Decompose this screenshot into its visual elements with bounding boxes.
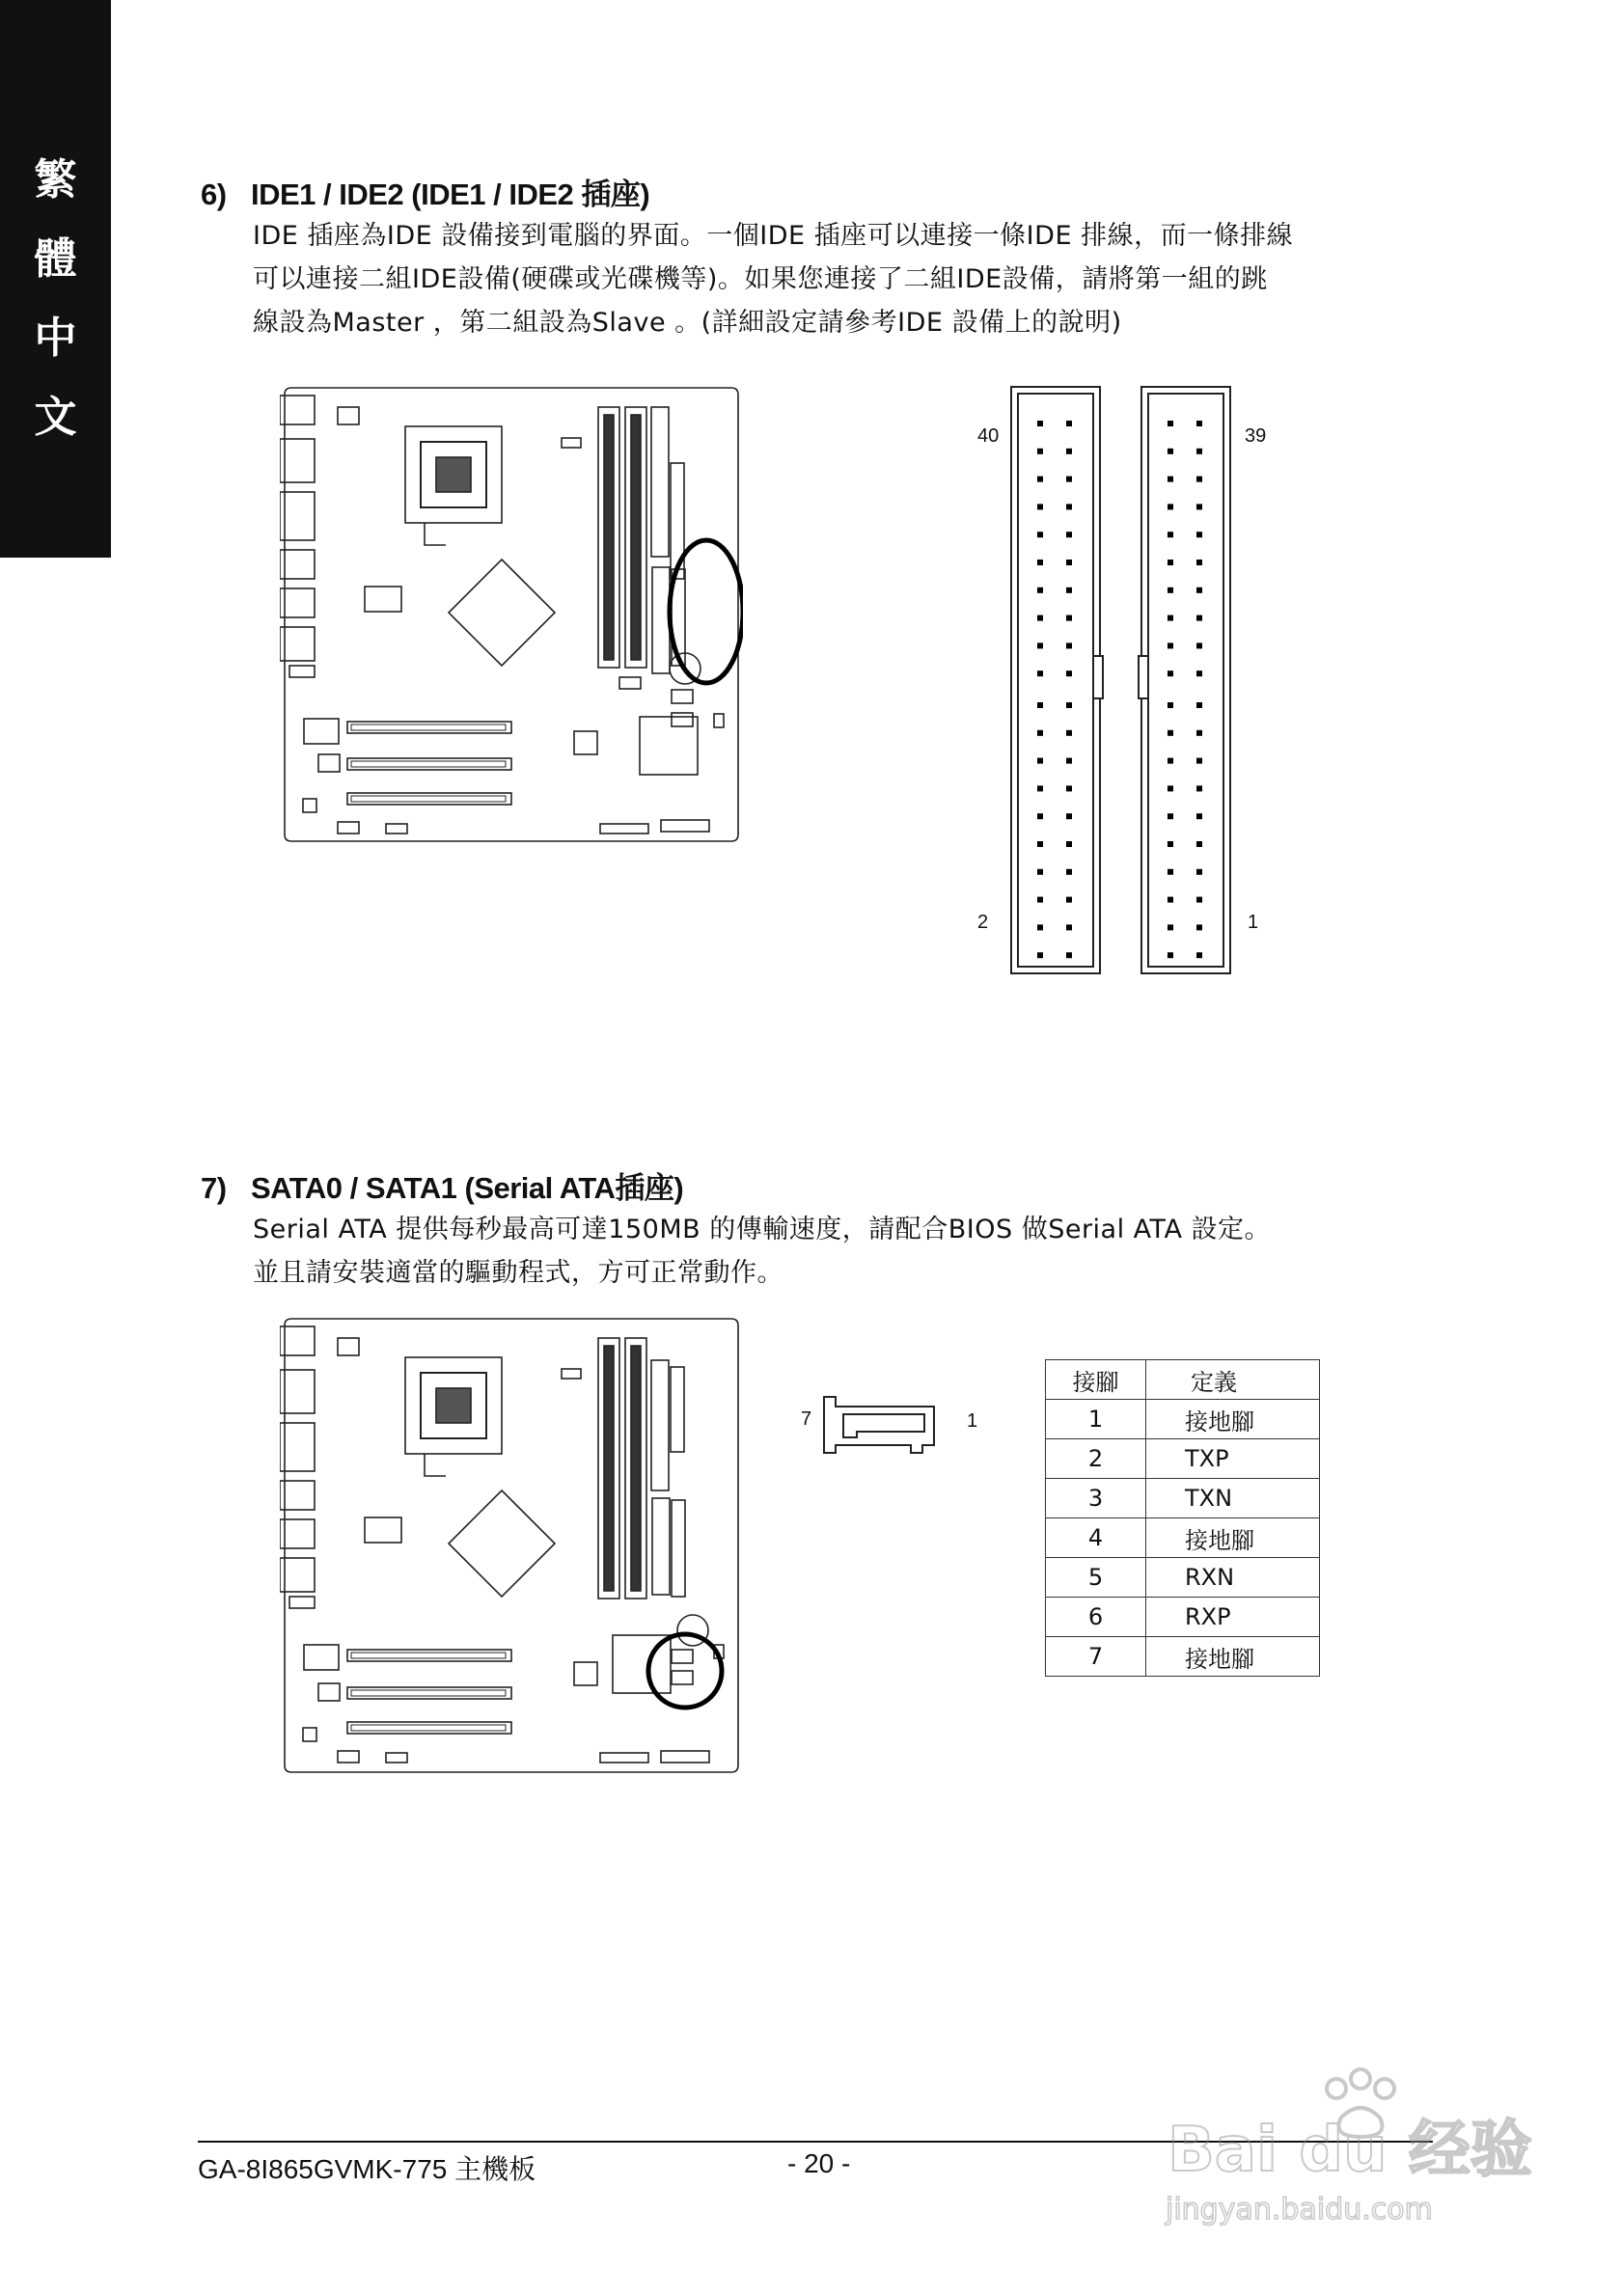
section-title: SATA0 / SATA1 (Serial ATA插座) (251, 1171, 684, 1205)
ide-pin (1037, 642, 1043, 648)
ide-pin (1066, 924, 1072, 930)
body-line: Serial ATA 提供每秒最高可達150MB 的傳輸速度，請配合BIOS 做Serial ATA 設定。 (253, 1215, 1272, 1244)
ide-pin (1066, 841, 1072, 847)
section-body-ide (253, 214, 1449, 344)
ide-pin (1037, 532, 1043, 537)
ide-pin (1196, 952, 1202, 958)
ide-pin (1196, 532, 1202, 537)
ide-pin (1168, 785, 1173, 791)
ide-pin (1168, 615, 1173, 621)
pin-label-39: 39 (1245, 425, 1267, 447)
ide-pin (1037, 952, 1043, 958)
ide-pin (1168, 702, 1173, 708)
column-header-pin: 接腳 (1046, 1360, 1146, 1400)
ide-pin (1168, 588, 1173, 593)
ide-pin (1066, 449, 1072, 454)
ide-pin (1037, 588, 1043, 593)
ide-pin (1196, 588, 1202, 593)
ide-pin (1037, 504, 1043, 509)
ide-pin (1196, 897, 1202, 903)
ide-pin (1037, 670, 1043, 676)
ide-pin (1066, 642, 1072, 648)
page-number: - 20 - (787, 2148, 851, 2178)
ide-pin (1168, 924, 1173, 930)
ide-pin (1037, 897, 1043, 903)
ide-pin (1168, 952, 1173, 958)
ide-pin (1037, 560, 1043, 565)
ide-pin (1168, 642, 1173, 648)
ide-pin (1066, 560, 1072, 565)
ide-pin (1066, 869, 1072, 875)
motherboard-diagram-ide (280, 386, 743, 844)
pin-number: 5 (1046, 1558, 1146, 1598)
pin-grid-left (1037, 421, 1072, 958)
sata-pin-label-1: 1 (967, 1410, 978, 1432)
table-row (1046, 1400, 1320, 1439)
ide-pin (1196, 841, 1202, 847)
pin-number: 7 (1046, 1637, 1146, 1677)
pin-label-2: 2 (977, 912, 989, 933)
ide-pin (1196, 758, 1202, 764)
ide-pin (1037, 449, 1043, 454)
pin-grid-right (1168, 421, 1202, 958)
ide-pin (1196, 730, 1202, 736)
ide-connector-pinout (1008, 384, 1240, 978)
ide-pin (1037, 615, 1043, 621)
body-line: IDE 插座為IDE 設備接到電腦的界面。一個IDE 插座可以連接一條IDE 排線，而一條排線 (253, 221, 1294, 251)
ide-pin (1037, 702, 1043, 708)
ide-pin (1196, 702, 1202, 708)
table-row (1046, 1479, 1320, 1518)
ide-pin (1066, 421, 1072, 426)
table-row (1046, 1558, 1320, 1598)
ide-pin (1168, 449, 1173, 454)
ide-pin (1196, 615, 1202, 621)
ide-pin (1066, 504, 1072, 509)
ide-pin (1196, 924, 1202, 930)
side-tab-char: 體 (34, 234, 77, 284)
pin-definition: RXN (1146, 1558, 1320, 1598)
pin-definition: 接地腳 (1146, 1518, 1320, 1558)
section-heading-ide (201, 170, 649, 213)
ide-pin (1168, 504, 1173, 509)
ide-pin (1066, 532, 1072, 537)
ide-pin (1066, 588, 1072, 593)
baidu-watermark-logo (1158, 2064, 1544, 2228)
pin-definition: 接地腳 (1146, 1637, 1320, 1677)
sata-connector-drawing (818, 1389, 944, 1459)
pin-label-40: 40 (977, 425, 1000, 447)
language-side-tab (0, 0, 111, 558)
svg-text:jingyan.baidu.com: jingyan.baidu.com (1166, 2193, 1433, 2227)
ide-pin (1037, 758, 1043, 764)
ide-pin (1196, 504, 1202, 509)
pin-definition: RXP (1146, 1598, 1320, 1637)
side-tab-char: 中 (34, 314, 77, 363)
body-line: 並且請安裝適當的驅動程式，方可正常動作。 (253, 1258, 783, 1288)
section-title: IDE1 / IDE2 (IDE1 / IDE2 插座) (251, 178, 650, 211)
ide-pin (1168, 869, 1173, 875)
ide-pin (1196, 785, 1202, 791)
pin-label-1: 1 (1248, 912, 1259, 933)
ide-pin (1168, 532, 1173, 537)
ide-pin (1066, 813, 1072, 819)
ide-pin (1037, 841, 1043, 847)
ide-pin (1037, 924, 1043, 930)
ide-pin (1066, 670, 1072, 676)
section-heading-sata (201, 1163, 683, 1207)
sata-pin-label-7: 7 (801, 1408, 812, 1430)
ide-pin (1066, 615, 1072, 621)
body-line: 可以連接二組IDE設備(硬碟或光碟機等)。如果您連接了二組IDE設備，請將第一組的跳 (253, 264, 1268, 294)
ide-pin (1066, 477, 1072, 482)
table-row (1046, 1598, 1320, 1637)
ide-pin (1037, 730, 1043, 736)
ide-pin (1066, 897, 1072, 903)
section-number: 7) (201, 1171, 227, 1205)
pin-number: 4 (1046, 1518, 1146, 1558)
ide-pin (1196, 642, 1202, 648)
ide-pin (1037, 477, 1043, 482)
pin-definition: TXN (1146, 1479, 1320, 1518)
ide-pin (1037, 813, 1043, 819)
footer-model: GA-8I865GVMK-775 主機板 (198, 2154, 536, 2184)
ide-pin (1066, 952, 1072, 958)
ide-pin (1196, 560, 1202, 565)
ide-pin (1066, 785, 1072, 791)
body-line: 線設為Master ，第二組設為Slave 。(詳細設定請參考IDE 設備上的說明) (253, 308, 1122, 338)
ide-pin (1168, 560, 1173, 565)
pin-number: 3 (1046, 1479, 1146, 1518)
ide-pin (1196, 477, 1202, 482)
ide-pin (1066, 730, 1072, 736)
motherboard-diagram-sata (280, 1317, 743, 1775)
ide-pin (1066, 758, 1072, 764)
ide-pin (1196, 869, 1202, 875)
ide-pin (1168, 670, 1173, 676)
section-number: 6) (201, 178, 227, 211)
sata-pin-table (1045, 1359, 1320, 1677)
ide-pin (1168, 758, 1173, 764)
pin-number: 6 (1046, 1598, 1146, 1637)
ide-pin (1066, 702, 1072, 708)
table-row (1046, 1637, 1320, 1677)
table-row (1046, 1439, 1320, 1479)
pin-number: 2 (1046, 1439, 1146, 1479)
ide-pin (1037, 421, 1043, 426)
ide-pin (1168, 730, 1173, 736)
column-header-definition: 定義 (1146, 1360, 1320, 1400)
pin-definition: TXP (1146, 1439, 1320, 1479)
pin-definition: 接地腳 (1146, 1400, 1320, 1439)
pin-number: 1 (1046, 1400, 1146, 1439)
ide-pin (1168, 841, 1173, 847)
side-tab-char: 文 (34, 393, 77, 442)
ide-pin (1168, 421, 1173, 426)
ide-pin (1037, 869, 1043, 875)
ide-pin (1196, 421, 1202, 426)
table-row (1046, 1518, 1320, 1558)
table-header-row (1046, 1360, 1320, 1400)
side-tab-char: 繁 (34, 155, 77, 205)
ide-pin (1196, 813, 1202, 819)
ide-pin (1196, 449, 1202, 454)
ide-pin (1168, 813, 1173, 819)
section-body-sata (253, 1208, 1449, 1295)
ide-pin (1037, 785, 1043, 791)
ide-pin (1196, 670, 1202, 676)
ide-pin (1168, 477, 1173, 482)
ide-pin (1168, 897, 1173, 903)
svg-text:Bai du 经验: Bai du 经验 (1168, 2115, 1532, 2186)
